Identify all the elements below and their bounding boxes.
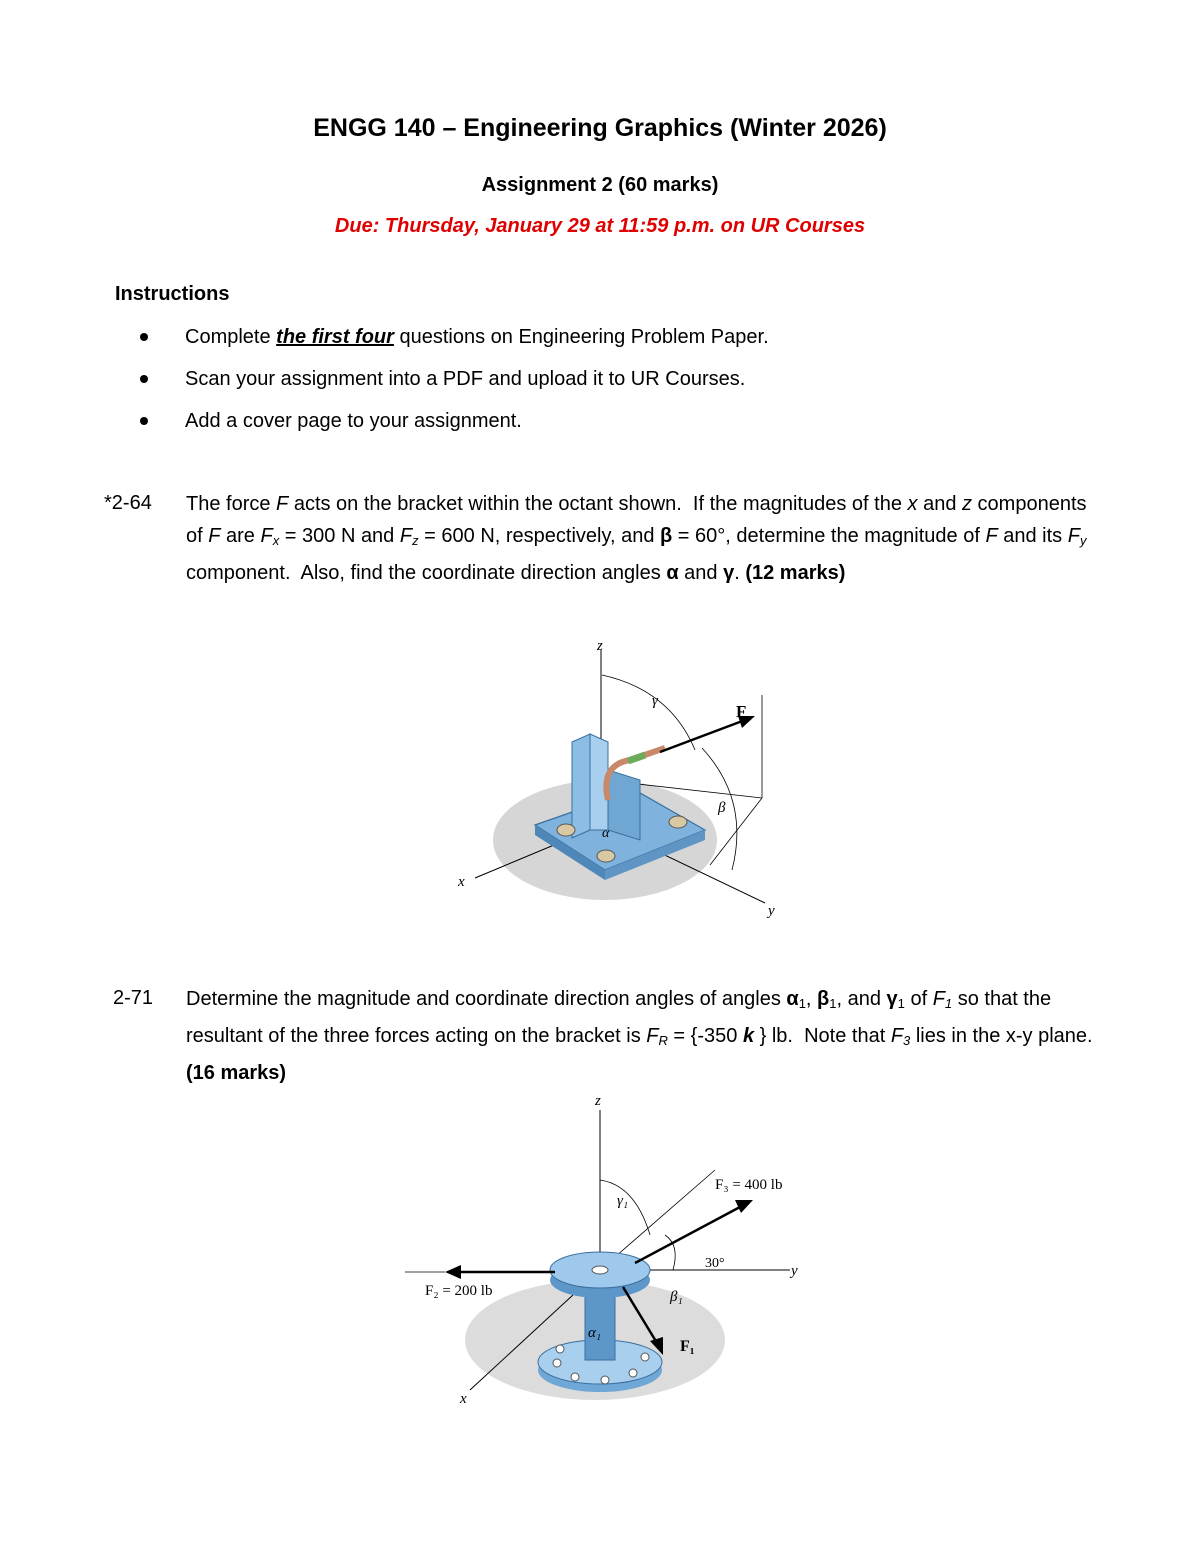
cable-fitting: [628, 755, 645, 761]
f1-label: F₁: [680, 1338, 695, 1355]
instruction-text: Complete: [185, 326, 277, 348]
gamma-arc: [602, 675, 695, 750]
z-axis-label: z: [595, 1093, 601, 1109]
instruction-emphasis: the first four: [276, 326, 394, 348]
question-marks: (16 marks): [186, 1062, 287, 1084]
f3-label: F₃ = 400 lb: [715, 1177, 783, 1193]
gamma1-label: γ₁: [617, 1193, 629, 1209]
bolt: [553, 1359, 561, 1367]
z-axis-label: z: [597, 638, 603, 654]
due-date: Due: Thursday, January 29 at 11:59 p.m. on UR Courses: [334, 215, 866, 237]
angle-label: 30°: [705, 1256, 725, 1271]
instructions-list: [138, 324, 769, 450]
page-title: ENGG 140 – Engineering Graphics (Winter 2026): [313, 114, 887, 142]
x-axis-label: x: [460, 1391, 467, 1407]
assignment-subtitle: Assignment 2 (60 marks): [481, 174, 719, 196]
bolt: [601, 1376, 609, 1384]
y-axis-label: y: [791, 1263, 798, 1279]
instruction-item: [138, 324, 769, 366]
force-label: F: [736, 702, 747, 721]
force-arrow: [660, 720, 745, 752]
bracket-figure: [440, 630, 800, 935]
bolt: [629, 1369, 637, 1377]
angle-arc: [665, 1235, 675, 1270]
bolt: [669, 816, 687, 828]
alpha1-label: α₁: [588, 1325, 602, 1341]
bolt: [641, 1353, 649, 1361]
instruction-item: Add a cover page to your assignment.: [138, 408, 769, 450]
beta1-label: β₁: [670, 1289, 683, 1305]
question-number: 2-71: [113, 987, 154, 1009]
beta-label: β: [718, 800, 726, 816]
bolt: [557, 824, 575, 836]
instructions-heading: Instructions: [115, 283, 230, 305]
instruction-text: questions on Engineering Problem Paper.: [393, 326, 769, 348]
question-text: The force F acts on the bracket within the octant shown. If the magnitudes of the x and z components of F are $F_x = 300$ N and $F_z = 600$ N, respectively, and β = 60°, determine the magnitude of F and its $F_y$ component. Also, find the coordinate direction angles α and γ. (12 marks): [186, 493, 1087, 584]
x-axis-label: x: [458, 874, 465, 890]
gamma-label: γ: [652, 693, 658, 709]
bolt: [597, 850, 615, 862]
f2-label: F₂ = 200 lb: [425, 1283, 493, 1299]
center-hole: [592, 1266, 608, 1274]
question-marks: (12 marks): [745, 562, 846, 584]
f2-arrowhead: [445, 1265, 461, 1279]
f3-arrow: [635, 1207, 740, 1263]
question-number: *2-64: [104, 492, 152, 514]
bolt: [571, 1373, 579, 1381]
pedestal-figure: [395, 1085, 835, 1415]
alpha-label: α: [602, 826, 610, 841]
instruction-item: Scan your assignment into a PDF and upload it to UR Courses.: [138, 366, 769, 408]
bracket-gusset: [608, 770, 640, 840]
bolt: [556, 1345, 564, 1353]
question-text: Determine the magnitude and coordinate direction angles of angles $\alpha_1$, $\beta_1$, and $\gamma_1$ of $F_1$ so that the resultant of the three forces acting on the bracket is $F_R = \{-350$ k } lb. Note that $F_3$ lies in the x-y plane. (16 marks): [186, 988, 1093, 1084]
f3-arrowhead: [735, 1200, 753, 1213]
y-axis-label: y: [768, 903, 775, 919]
bracket-upright: [572, 734, 590, 838]
